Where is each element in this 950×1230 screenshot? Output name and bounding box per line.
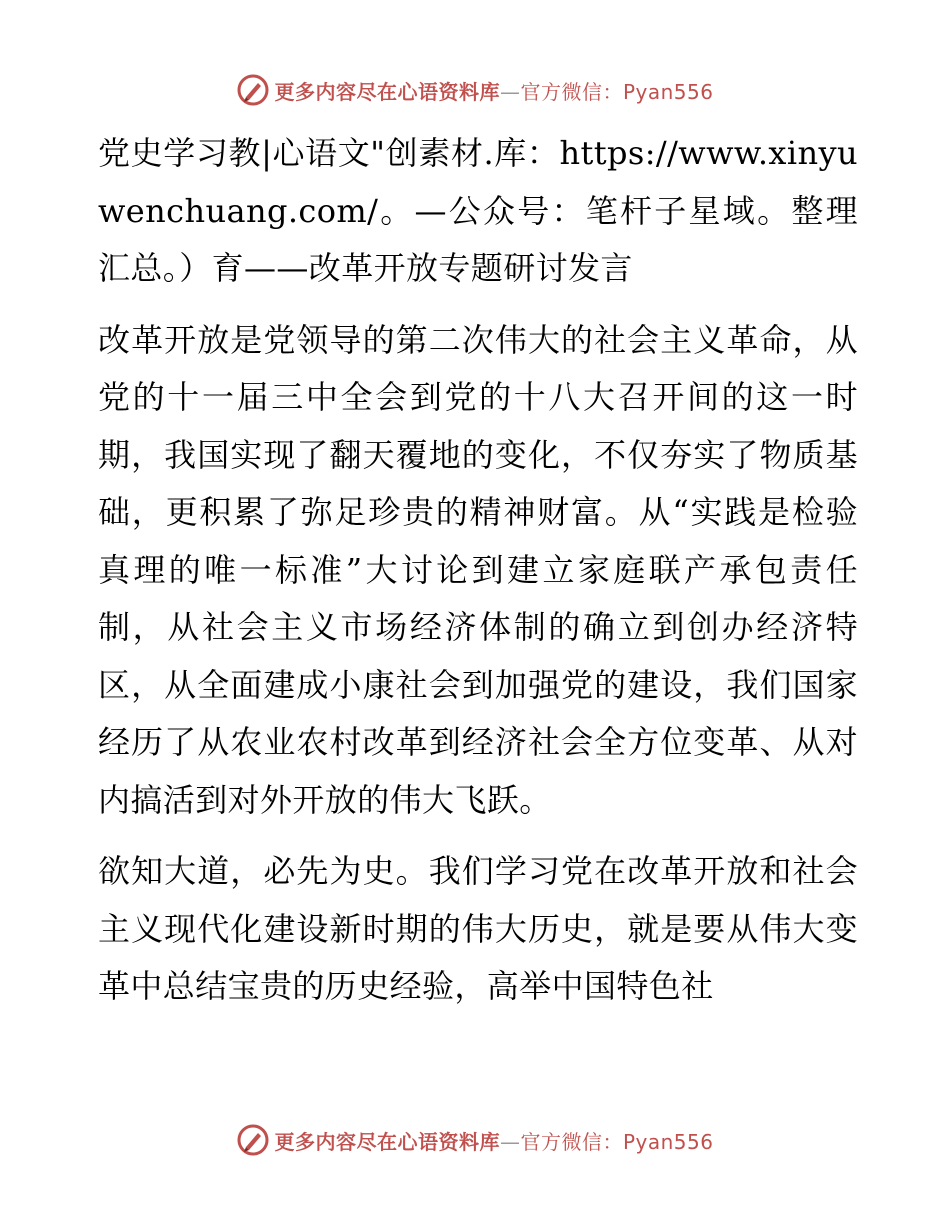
header-banner: [0, 70, 950, 110]
banner-main-text: 更多内容尽在心语资料库: [274, 79, 500, 104]
banner-wechat-text: 官方微信：Pyan556: [520, 79, 714, 104]
banner-dash: —: [499, 79, 521, 104]
document-body: [98, 125, 858, 1016]
banner-text: [274, 76, 713, 105]
paragraph-learning-history: 欲知大道，必先为史。我们学习党在改革开放和社会主义现代化建设新时期的伟大历史，就是要从伟大变革中总结宝贵的历史经验，高举中国特色社: [98, 852, 858, 1005]
pen-logo-icon: [236, 73, 270, 107]
pen-logo-icon: [236, 1123, 270, 1157]
banner-wechat-text: 官方微信：Pyan556: [520, 1129, 714, 1154]
banner-main-text: 更多内容尽在心语资料库: [274, 1129, 500, 1154]
paragraph-reform-history: 改革开放是党领导的第二次伟大的社会主义革命，从党的十一届三中全会到党的十八大召开间的这一时期，我国实现了翻天覆地的变化，不仅夯实了物质基础，更积累了弥足珍贵的精神财富。从“实践是检验真理的唯一标准”大讨论到建立家庭联产承包责任制，从社会主义市场经济体制的确立到创办经济特区，从全面建成小康社会到加强党的建设，我们国家经历了从农业农村改革到经济社会全方位变革、从对内搞活到对外开放的伟大飞跃。: [98, 320, 858, 819]
paragraph-title: 党史学习教|心语文"创素材.库：https://www.xinyuwenchuang.com/。—公众号：笔杆子星域。整理汇总。）育——改革开放专题研讨发言: [98, 134, 858, 287]
banner-text: [274, 1126, 713, 1155]
footer-banner: [0, 1120, 950, 1160]
banner-dash: —: [499, 1129, 521, 1154]
